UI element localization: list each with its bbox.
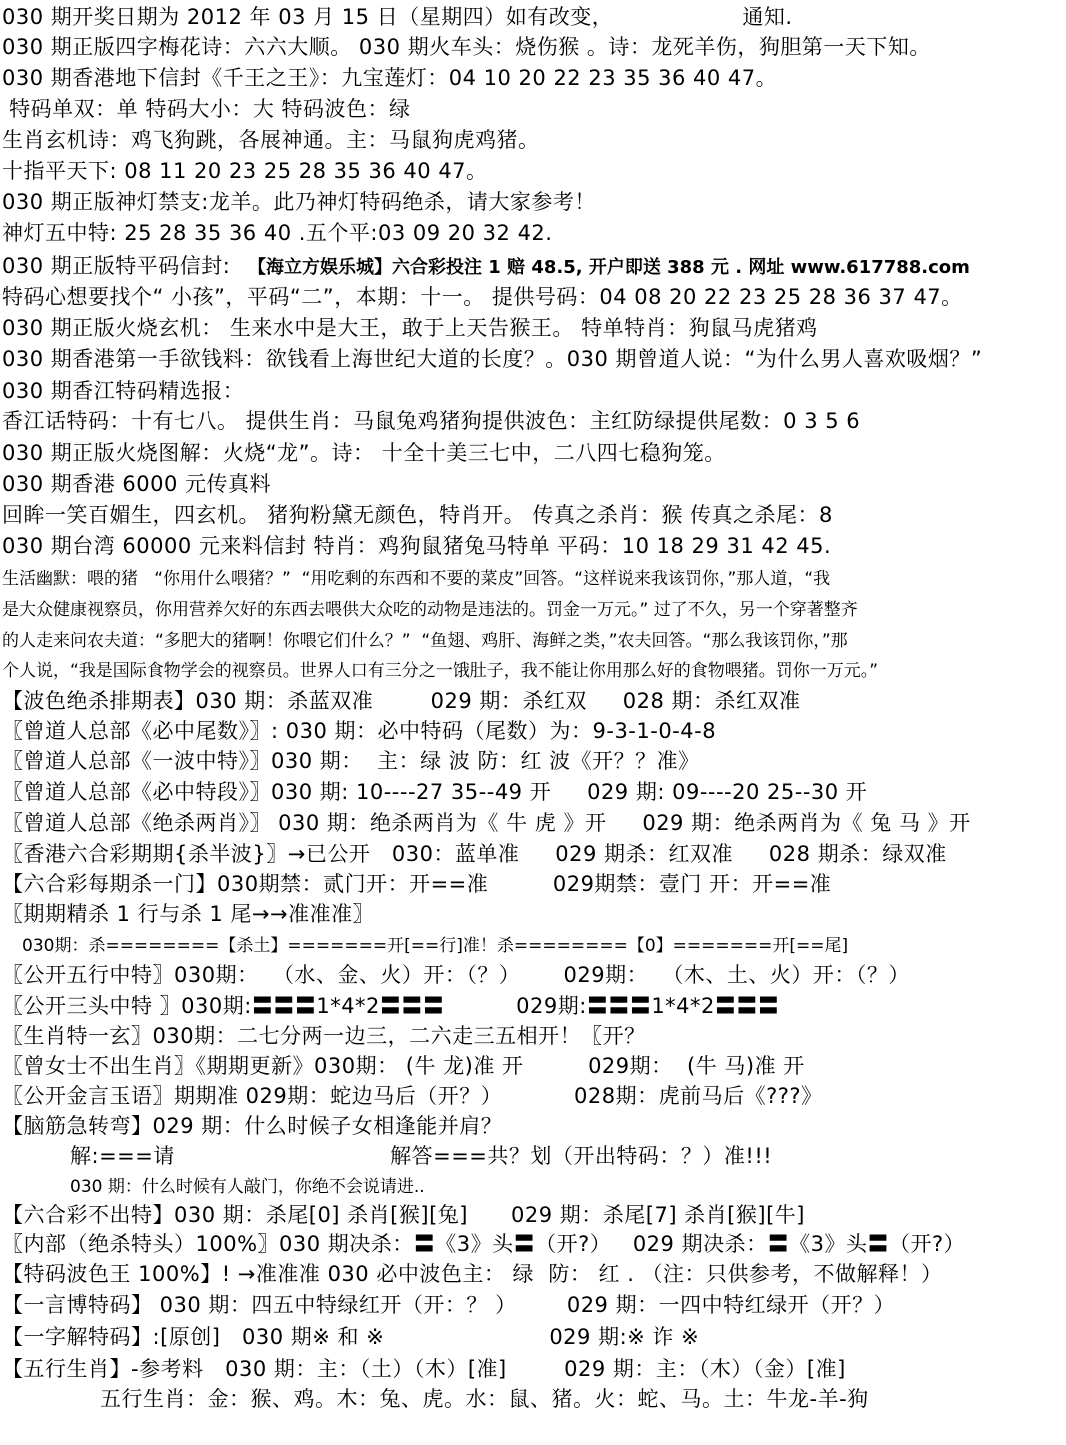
- lamp-five-line: 神灯五中特: 25 28 35 36 40 .五个平:03 09 20 32 42.: [2, 221, 553, 245]
- kill-row-tail-title: 〖期期精杀 1 行与杀 1 尾→→准准准〗: [2, 902, 375, 926]
- special-wish-line: 特码心想要找个“ 小孩”，平码“二”，本期：十一。 提供号码：04 08 20 22 23 25 28 36 37 47。: [2, 285, 963, 309]
- riddle-answer-line: 解:===请 解答===共？划（开出特码：？）准!!!: [70, 1144, 773, 1168]
- five-elements-line: 〖公开五行中特〗030期： （水、金、火）开：（？） 029期： （木、土、火）开：（？）: [2, 963, 910, 987]
- five-elements-map-line: 五行生肖：金：猴、鸡。木：兔、虎。水：鼠、猪。火：蛇、马。土：牛龙-羊-狗: [100, 1387, 869, 1411]
- zodiac-poem-line: 生肖玄机诗：鸡飞狗跳，各展神通。主：马鼠狗虎鸡猪。: [2, 128, 540, 152]
- kill-half-wave-line: 〖香港六合彩期期{杀半波}〗→已公开 030：蓝单准 029 期杀：红双准 028 期杀：绿双准: [2, 842, 947, 866]
- xiangjiang-title-line: 030 期香江特码精选报：: [2, 379, 245, 403]
- draw-date-line: 030 期开奖日期为 2012 年 03 月 15 日（星期四）如有改变， 通知.: [2, 5, 793, 29]
- plum-poem-line: 030 期正版四字梅花诗：六六大顺。 030 期火车头：烧伤猴 。诗：龙死羊伤，狗胆第一天下知。: [2, 35, 931, 59]
- five-elements-zodiac-line: 【五行生肖】-参考料 030 期：主：（土）（木）[准] 029 期：主：（木）（金）[准]: [2, 1357, 846, 1381]
- ten-fingers-line: 十指平天下: 08 11 20 23 25 28 35 36 40 47。: [2, 159, 488, 183]
- humor-line-1: 生活幽默：喂的猪 “你用什么喂猪？” “用吃剩的东西和不要的菜皮”回答。“这样说来我该罚你，”那人道，“我: [2, 569, 831, 589]
- riddle-title-line: 【脑筋急转弯】029 期：什么时候子女相逢能并肩？: [2, 1114, 503, 1138]
- no-special-line: 【六合彩不出特】030 期：杀尾[0] 杀肖[猴][兔] 029 期：杀尾[7] 杀肖[猴][牛]: [2, 1203, 805, 1227]
- fire-diagram-line: 030 期正版火烧图解：火烧“龙”。诗： 十全十美三七中，二八四七稳狗笼。: [2, 441, 726, 465]
- ms-no-zodiac-line: 〖曾女士不出生肖〗《期期更新》030期： (牛 龙)准 开 029期： (牛 马)准 开: [2, 1054, 805, 1078]
- fire-mystery-line: 030 期正版火烧玄机： 生来水中是大王，敢于上天告猴王。 特单特肖：狗鼠马虎猪鸡: [2, 316, 818, 340]
- zodiac-mystery-line: 〖生肖特一玄〗030期：二七分两一边三，二六走三五相开！〖开？: [2, 1024, 646, 1048]
- kill-row-tail-detail: 030期：杀========【杀土】=======开[==行]准！杀========【0】=======开[==尾]: [22, 936, 849, 956]
- hk-first-hand-line: 030 期香港第一手欲钱料：欲钱看上海世纪大道的长度？。030 期曾道人说：“为什么男人喜欢吸烟？”: [2, 347, 983, 371]
- wave-kill-table-line: 【波色绝杀排期表】030 期：杀蓝双准 029 期：杀红双 028 期：杀红双准: [2, 689, 801, 713]
- hk-fax-detail-line: 回眸一笑百媚生，四玄机。 猪狗粉黛无颜色，特肖开。 传真之杀肖：猴 传真之杀尾：8: [2, 503, 833, 527]
- three-heads-line: 〖公开三头中特 〗030期:〓〓〓1*4*2〓〓〓 029期:〓〓〓1*4*2〓〓〓: [2, 994, 780, 1018]
- inner-kill-head-line: 〖内部（绝杀特头）100%〗030 期决杀：〓《3》头〓（开?） 029 期决杀：〓《3》头〓（开?）: [2, 1232, 966, 1256]
- one-char-line: 【一字解特码】:[原创] 030 期※ 和 ※ 029 期:※ 诈 ※: [2, 1325, 700, 1349]
- wave-king-line: 【特码波色王 100%】! →准准准 030 必中波色主： 绿 防： 红 . （注：只供参考，不做解释！）: [2, 1262, 943, 1286]
- envelope-line: 030 期香港地下信封《千王之王》：九宝莲灯：04 10 20 22 23 35 36 40 47。: [2, 66, 778, 90]
- special-code-line: 特码单双：单 特码大小：大 特码波色：绿: [2, 97, 411, 121]
- one-word-line: 【一言博特码】 030 期：四五中特绿红开（开：？ ） 029 期：一四中特红绿开（开？）: [2, 1293, 896, 1317]
- kill-two-zodiac-line: 〖曾道人总部《绝杀两肖》〗 030 期：绝杀两肖为《 牛 虎 》开 029 期：绝杀两肖为《 兔 马 》开: [2, 811, 971, 835]
- ad-banner[interactable]: 【海立方娱乐城】六合彩投注 1 赔 48.5, 开户即送 388 元 . 网址 www.617788.com: [248, 257, 970, 278]
- golden-words-line: 〖公开金言玉语〗期期准 029期：蛇边马后（开？） 028期：虎前马后《???》: [2, 1084, 823, 1108]
- humor-line-4: 个人说，“我是国际食物学会的视察员。世界人口有三分之一饿肚子，我不能让你用那么好的食物喂猪。罚你一万元。”: [2, 661, 879, 681]
- taiwan-envelope-line: 030 期台湾 60000 元来料信封 特肖：鸡狗鼠猪兔马特单 平码：10 18 29 31 42 45.: [2, 534, 832, 558]
- special-segment-line: 〖曾道人总部《必中特段》〗030 期: 10----27 35--49 开 029 期: 09----20 25--30 开: [2, 780, 868, 804]
- humor-line-3: 的人走来问农夫道：“多肥大的猪啊！你喂它们什么？” “鱼翅、鸡肝、海鲜之类，”农夫回答。“那么我该罚你，”那: [2, 631, 848, 651]
- riddle-question-line: 030 期：什么时候有人敲门，你绝不会说请进..: [70, 1177, 425, 1197]
- envelope-flat-line: 030 期正版特平码信封:: [2, 254, 231, 278]
- lamp-ban-line: 030 期正版神灯禁支:龙羊。此乃神灯特码绝杀，请大家参考！: [2, 190, 596, 214]
- one-wave-line: 〖曾道人总部《一波中特》〗030 期： 主：绿 波 防：红 波《开？？准》: [2, 749, 700, 773]
- humor-line-2: 是大众健康视察员，你用营养欠好的东西去喂供大众吃的动物是违法的。罚金一万元。” 过了不久，另一个穿著整齐: [2, 600, 858, 620]
- tail-must-line: 〖曾道人总部《必中尾数》〗: 030 期：必中特码（尾数）为：9-3-1-0-4-8: [2, 719, 717, 743]
- hk-fax-title-line: 030 期香港 6000 元传真料: [2, 472, 272, 496]
- xiangjiang-detail-line: 香江话特码：十有七八。 提供生肖：马鼠兔鸡猪狗提供波色：主红防绿提供尾数：0 3 5 6: [2, 409, 861, 433]
- kill-one-door-line: 【六合彩每期杀一门】030期禁：贰门开：开==准 029期禁：壹门 开：开==准: [2, 872, 832, 896]
